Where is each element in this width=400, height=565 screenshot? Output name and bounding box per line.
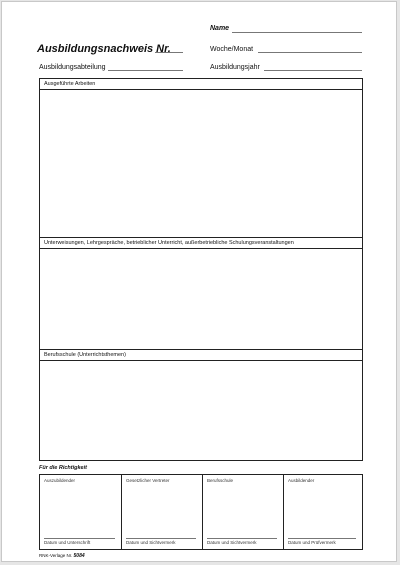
- publisher-footer: [39, 553, 85, 559]
- week-month-field[interactable]: [258, 52, 362, 53]
- publisher-label: RNK-Verlage Nr.: [39, 553, 73, 558]
- section-berufsschule: [39, 349, 363, 461]
- signature-col-bottom-label: Datum und Sichtvermerk: [207, 540, 257, 545]
- signature-line: [44, 538, 115, 539]
- signature-col-auszubildender[interactable]: [40, 475, 121, 549]
- section-unterweisungen: [39, 237, 363, 350]
- signature-col-vertreter[interactable]: [121, 475, 202, 549]
- signature-col-top-label: Berufsschule: [207, 478, 234, 483]
- signature-col-bottom-label: Datum und Unterschrift: [44, 540, 91, 545]
- signature-col-bottom-label: Datum und Prüfvermerk: [288, 540, 336, 545]
- signature-col-top-label: Auszubildender: [44, 478, 76, 483]
- section-unterweisungen-label: Unterweisungen, Lehrgespräche, betrieblicher Unterricht, außerbetriebliche Schulungsveranstaltungen: [44, 240, 294, 246]
- signature-col-top-label: Ausbildender: [288, 478, 315, 483]
- signatures-heading: Für die Richtigkeit: [39, 465, 87, 471]
- section-arbeiten: [39, 78, 363, 238]
- signature-col-bottom-label: Datum und Sichtvermerk: [126, 540, 176, 545]
- department-field[interactable]: [108, 70, 183, 71]
- section-unterweisungen-area[interactable]: [40, 249, 362, 349]
- week-month-label: Woche/Monat: [210, 46, 254, 53]
- section-arbeiten-area[interactable]: [40, 90, 362, 237]
- name-label: Name: [210, 25, 230, 32]
- section-berufsschule-area[interactable]: [40, 361, 362, 460]
- training-year-field[interactable]: [264, 70, 362, 71]
- section-arbeiten-label: Ausgeführte Arbeiten: [44, 81, 96, 87]
- form-title: Ausbildungsnachweis Nr.: [37, 43, 171, 55]
- signature-col-top-label: Gesetzlicher Vertreter: [126, 478, 170, 483]
- training-year-label: Ausbildungsjahr: [210, 64, 260, 71]
- signature-table: [39, 474, 363, 550]
- section-arbeiten-header: [40, 79, 362, 90]
- section-berufsschule-label: Berufsschule (Unterrichtsthemen): [44, 352, 126, 358]
- section-unterweisungen-header: [40, 237, 362, 249]
- signature-col-ausbildender[interactable]: [283, 475, 362, 549]
- signature-line: [288, 538, 356, 539]
- section-berufsschule-header: [40, 350, 362, 361]
- signature-col-berufsschule[interactable]: [202, 475, 283, 549]
- report-number-field[interactable]: [155, 52, 183, 53]
- signature-line: [126, 538, 196, 539]
- signature-line: [207, 538, 277, 539]
- name-field[interactable]: [232, 32, 362, 33]
- department-label: Ausbildungsabteilung: [39, 64, 106, 71]
- report-form-page: [1, 1, 397, 562]
- form-number: 5084: [73, 553, 85, 559]
